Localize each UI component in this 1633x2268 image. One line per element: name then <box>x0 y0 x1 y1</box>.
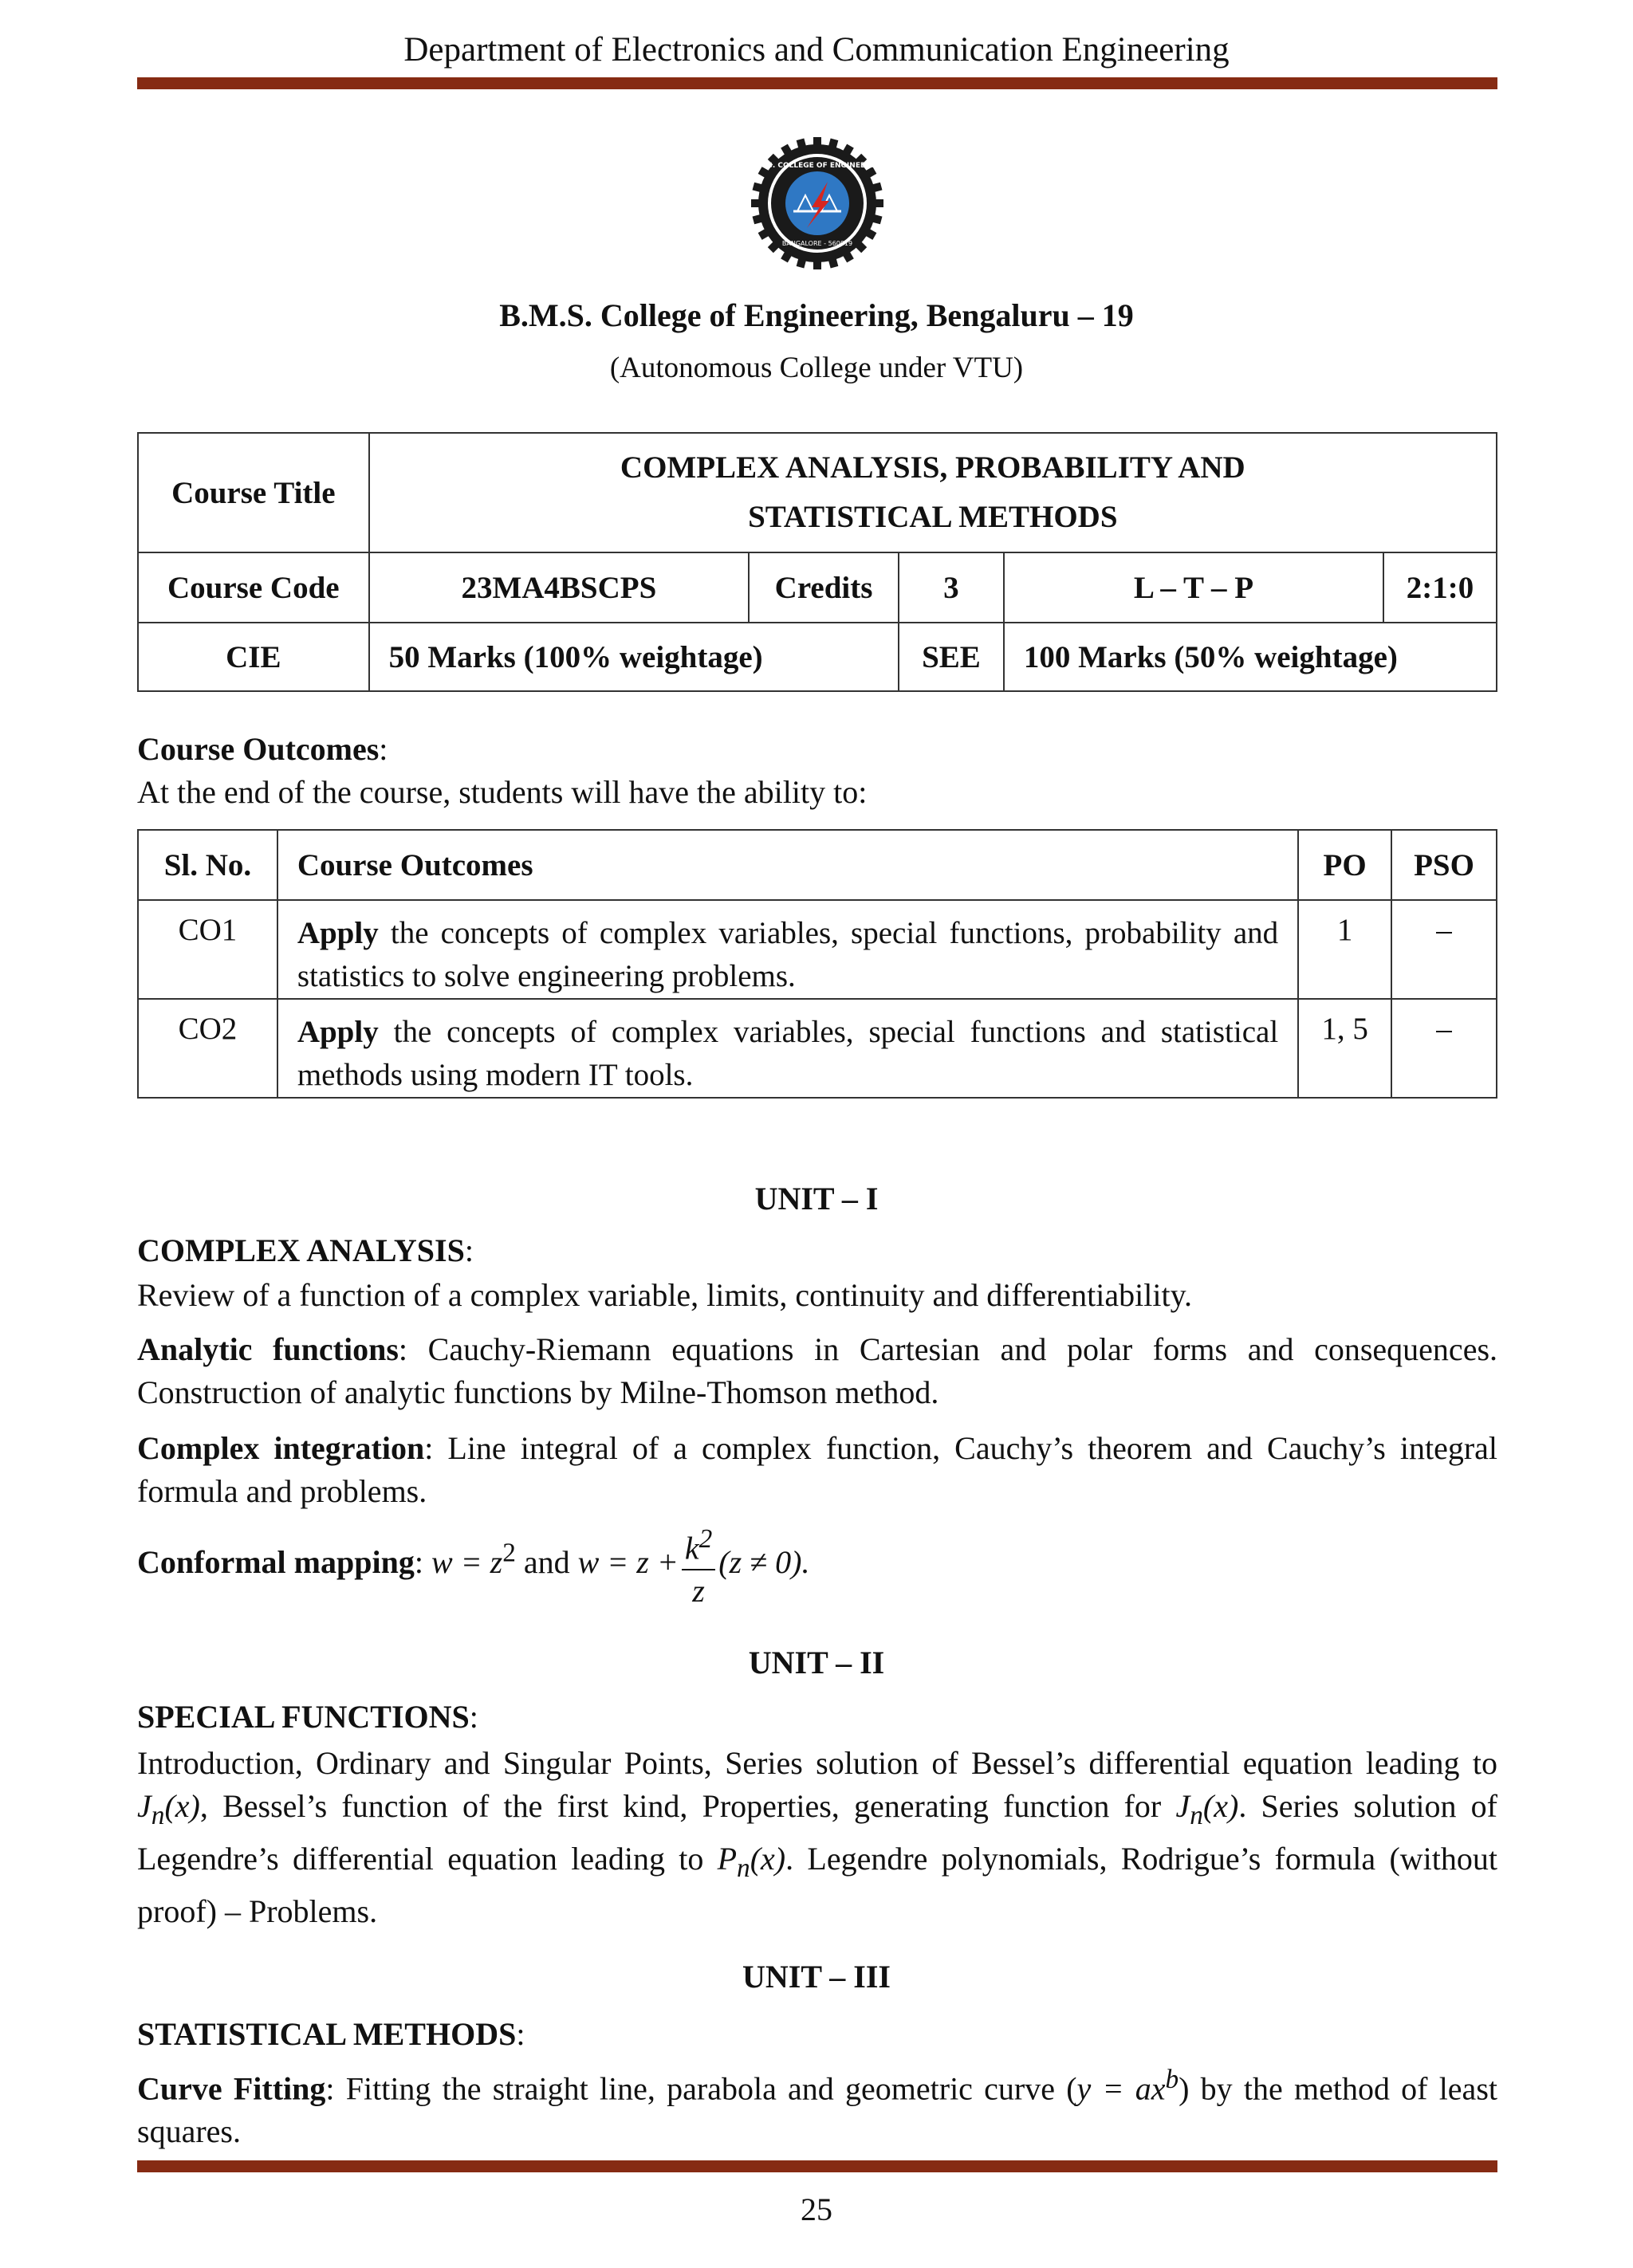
course-info-table <box>137 432 1497 692</box>
unit3-curve-fitting: Curve Fitting: Fitting the straight line, parabola and geometric curve $(y = ax^b)$ by the method of least squares. <box>137 2065 1497 2150</box>
header-rule <box>137 77 1497 89</box>
column-header: Sl. No. <box>138 830 277 900</box>
credits-label: Credits <box>749 552 899 623</box>
course-title-line1: COMPLEX ANALYSIS, PROBABILITY AND <box>620 450 1245 485</box>
course-outcomes-table <box>137 829 1497 1099</box>
co-description: Apply the concepts of complex variables, special functions and statistical methods using modern IT tools. <box>277 999 1298 1098</box>
unit2-heading: SPECIAL FUNCTIONS: <box>137 1699 478 1735</box>
page-number: 25 <box>801 2191 832 2227</box>
course-outcomes-intro: At the end of the course, students will have the ability to: <box>137 774 868 810</box>
logo-text-bottom: BANGALORE - 560019 <box>781 240 853 247</box>
unit1-intro: Review of a function of a complex variable, limits, continuity and differentiability. <box>137 1277 1192 1313</box>
course-code-label: Course Code <box>138 552 369 623</box>
co-pso: – <box>1391 900 1497 999</box>
column-header: PSO <box>1391 830 1497 900</box>
cie-label: CIE <box>138 623 369 691</box>
table-row <box>138 999 1497 1098</box>
unit1-mapping: Conformal mapping: $w = z^2$ and w = z + $\frac{k^2}{z}$ (z ≠ 0). <box>137 1519 1497 1612</box>
cie-value: 50 Marks (100% weightage) <box>369 623 899 691</box>
course-code-value: 23MA4BSCPS <box>369 552 750 623</box>
unit3-title: UNIT – III <box>742 1959 891 1995</box>
course-title-label: Course Title <box>138 433 369 552</box>
co-description: Apply the concepts of complex variables, special functions, probability and statistics to solve engineering problems. <box>277 900 1298 999</box>
course-title-value <box>369 433 1497 552</box>
credits-value: 3 <box>899 552 1004 623</box>
unit2-title: UNIT – II <box>748 1645 885 1680</box>
see-value: 100 Marks (50% weightage) <box>1004 623 1497 691</box>
college-logo <box>750 136 885 271</box>
department-header: Department of Electronics and Communication Engineering <box>403 31 1230 69</box>
co-po: 1, 5 <box>1298 999 1391 1098</box>
unit2-body: Introduction, Ordinary and Singular Points, Series solution of Bessel’s differential equation leading to $J_n(x)$, Bessel’s function of the first kind, Properties, generating function for $J_n(x)$. Series solution of Legendre’s differential equation leading to $P_n(x)$. Legendre polynomials, Rodrigue’s formula (without proof) – Problems. <box>137 1745 1498 1929</box>
table-row <box>138 900 1497 999</box>
ltp-value: 2:1:0 <box>1383 552 1497 623</box>
unit1-heading: COMPLEX ANALYSIS: <box>137 1232 474 1268</box>
logo-text-top: B.M.S. COLLEGE OF ENGINEERING <box>750 162 885 170</box>
co-po: 1 <box>1298 900 1391 999</box>
see-label: SEE <box>899 623 1004 691</box>
co-id: CO1 <box>138 900 277 999</box>
footer-rule <box>137 2160 1497 2172</box>
column-header: PO <box>1298 830 1391 900</box>
institution-name: B.M.S. College of Engineering, Bengaluru – 19 <box>499 297 1134 333</box>
co-pso: – <box>1391 999 1497 1098</box>
course-title-line2: STATISTICAL METHODS <box>748 500 1118 534</box>
unit3-heading: STATISTICAL METHODS: <box>137 2016 525 2052</box>
co-id: CO2 <box>138 999 277 1098</box>
institution-subtitle: (Autonomous College under VTU) <box>609 352 1024 384</box>
course-outcomes-heading: Course Outcomes: <box>137 731 388 767</box>
column-header: Course Outcomes <box>277 830 1298 900</box>
unit1-integration: Complex integration: Line integral of a complex function, Cauchy’s theorem and Cauchy’s integral formula and problems. <box>137 1430 1498 1509</box>
unit1-title: UNIT – I <box>754 1181 879 1217</box>
unit1-analytic: Analytic functions: Cauchy-Riemann equations in Cartesian and polar forms and consequences. Construction of analytic functions by Milne-Thomson method. <box>137 1331 1498 1410</box>
ltp-label: L – T – P <box>1004 552 1383 623</box>
